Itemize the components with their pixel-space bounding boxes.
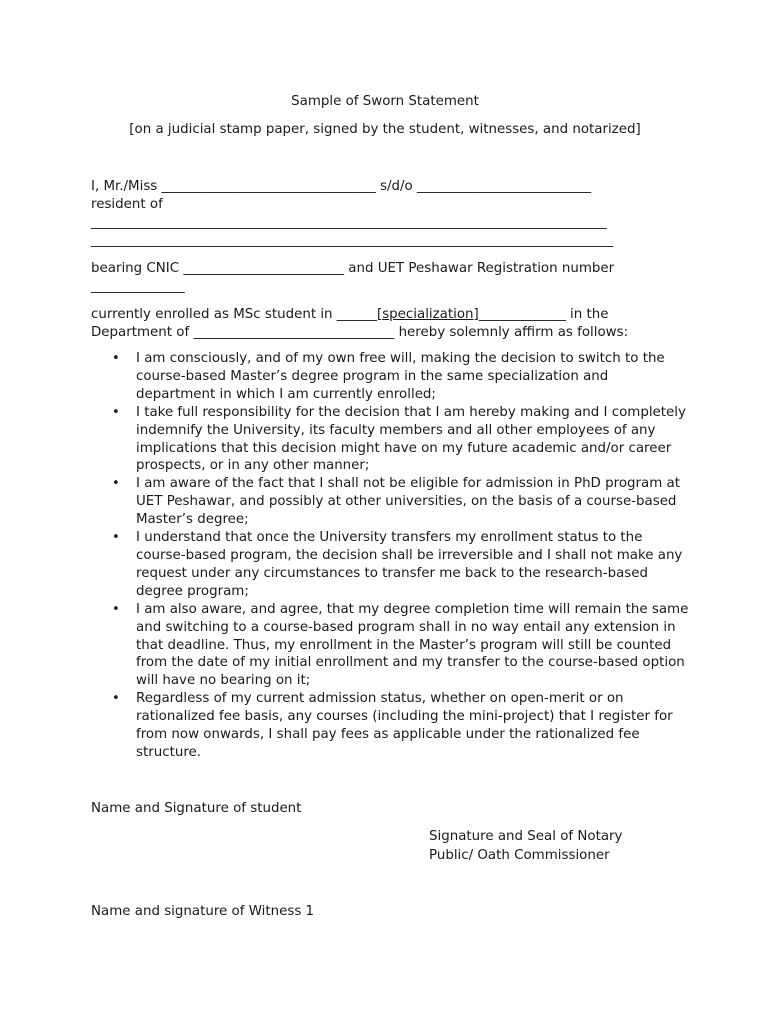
bullet-icon: • — [112, 351, 120, 366]
bullet-icon: • — [112, 601, 120, 617]
list-item — [91, 404, 691, 476]
registration-blank: ______________ — [91, 279, 185, 294]
affirmation-list — [91, 350, 691, 762]
specialization-field: [specialization] — [376, 307, 479, 322]
document-subtitle: [on a judicial stamp paper, signed by the student, witnesses, and notarized] — [129, 122, 641, 137]
student-signature-label: Name and Signature of student — [91, 801, 302, 816]
list-item — [91, 529, 691, 601]
list-item-text: I understand that once the University transfers my enrollment status to the course-based program, the decision shall be irreversible and I shall not make any request under any circumstances to transfer me back to the research-based degree program; — [136, 530, 683, 599]
cnic-line: bearing CNIC ________________________ and UET Peshawar Registration number — [91, 261, 615, 276]
list-item — [91, 475, 691, 529]
enrollment-line — [91, 306, 609, 324]
notary-label-line-1: Signature and Seal of Notary — [429, 829, 623, 844]
witness-signature-label: Name and signature of Witness 1 — [91, 904, 315, 919]
address-blank-1: _____________________________________________________________________________ — [91, 215, 607, 230]
notary-label-line-2: Public/ Oath Commissioner — [429, 847, 610, 863]
list-item-text: I take full responsibility for the decision that I am hereby making and I completely indemnify the University, its faculty members and all other employees of any implications that this decision might have on my future academic and/or career prospects, or in any other manner; — [136, 404, 686, 474]
enrollment-prefix: currently enrolled as MSc student in ______ — [91, 307, 377, 322]
department-line: Department of ______________________________ hereby solemnly affirm as follows: — [91, 325, 629, 340]
list-item-text: I am consciously, and of my own free will, making the decision to switch to the course-based Master’s degree program in the same specialization and department in which I am currently enrolled; — [136, 351, 665, 402]
document-title: Sample of Sworn Statement — [291, 94, 479, 109]
list-item — [91, 350, 691, 404]
list-item-text: I am aware of the fact that I shall not be eligible for admission in PhD program at UET Peshawar, and possibly at other universities, on the basis of a course-based Master’s degree; — [136, 476, 680, 528]
list-item — [91, 601, 691, 691]
bullet-icon: • — [112, 476, 120, 492]
list-item — [91, 690, 691, 762]
enrollment-suffix: _____________ in the — [478, 307, 609, 322]
bullet-icon: • — [112, 404, 120, 420]
list-item-text: Regardless of my current admission status, whether on open-merit or on rationalized fee basis, any courses (including the mini-project) that I register for from now onwards, I shall pay fees as applicable under the rationalized fee structure. — [136, 691, 673, 760]
list-item-text: I am also aware, and agree, that my degree completion time will remain the same and switching to a course-based program shall in no way entail any extension in that deadline. Thus, my enrollment in the Master’s program will still be counted from the date of my initial enrollment and my transfer to the course-based option will have no bearing on it; — [136, 601, 689, 689]
resident-of-label: resident of — [91, 197, 163, 212]
notary-signature-block — [429, 828, 622, 865]
bullet-icon: • — [112, 691, 120, 707]
name-line: I, Mr./Miss ________________________________ s/d/o __________________________ — [91, 179, 592, 194]
address-blank-2: ______________________________________________________________________________ — [91, 233, 614, 248]
bullet-icon: • — [112, 530, 120, 546]
